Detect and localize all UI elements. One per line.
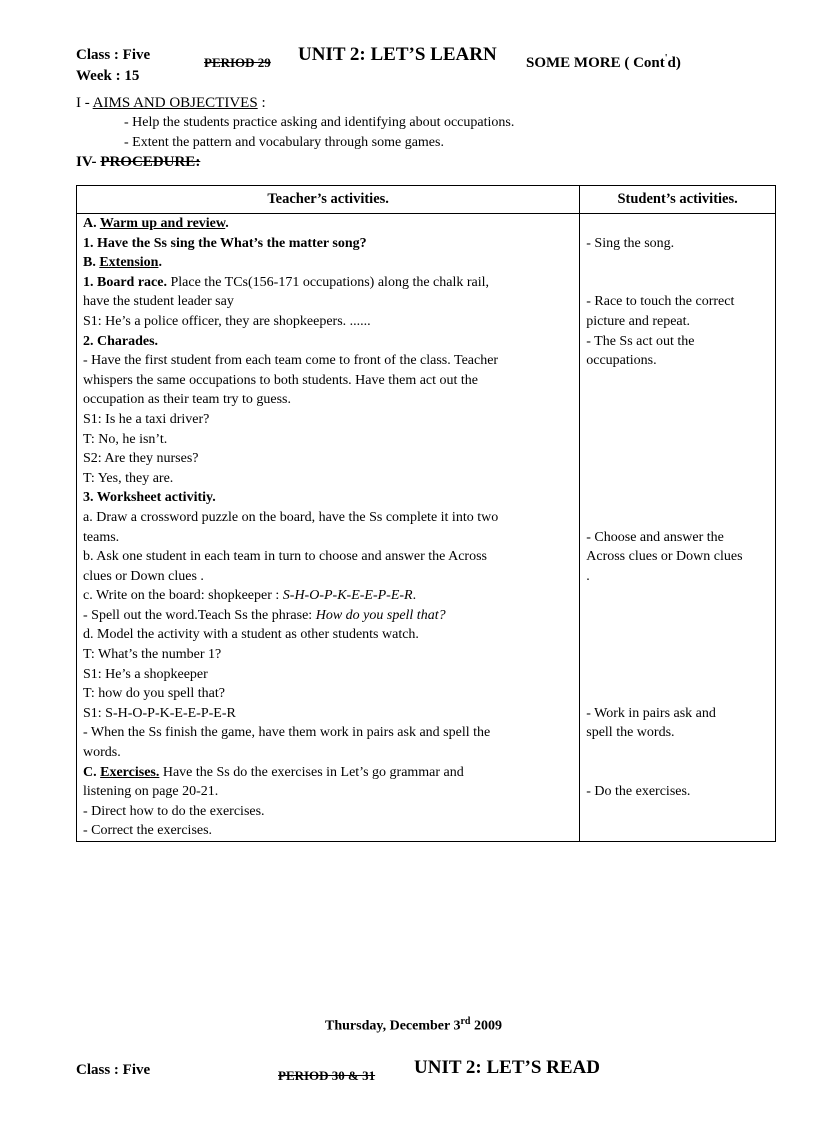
procedure-heading: IV- PROCEDURE: [76,154,201,170]
period-label: PERIOD 29 [204,55,271,70]
worksheet-line-3: b. Ask one student in each team in turn to choose and answer the Across [83,549,487,565]
worksheet-line-10: T: how do you spell that? [83,686,226,702]
worksheet-line-5: c. Write on the board: shopkeeper : S-H-O-P-K-E-E-P-E-R. [83,588,417,604]
teacher-activities-header: Teacher’s activities. [77,186,580,214]
board-race-line-1: 1. Board race. Place the TCs(156-171 occupations) along the chalk rail, [83,274,490,290]
unit-title: UNIT 2: LET’S LEARN [298,44,497,65]
charades-line-3: occupation as their team try to guess. [83,392,291,408]
next-class-label: Class : Five [76,1062,151,1078]
class-label: Class : Five [76,47,151,63]
student-line-pairs-1: - Work in pairs ask and [586,705,716,721]
week-label: Week : 15 [76,68,140,84]
section-c-heading: C. Exercises. Have the Ss do the exercises in Let’s go grammar and [83,764,464,780]
worksheet-line-7: d. Model the activity with a student as other students watch. [83,627,419,643]
section-c-line-4: - Correct the exercises. [83,823,213,839]
aims-heading: I - AIMS AND OBJECTIVES : [76,95,266,111]
activities-table [76,185,776,842]
student-line-act-2: occupations. [586,353,657,369]
worksheet-line-12: - When the Ss finish the game, have them work in pairs ask and spell the [83,725,491,741]
next-unit-title: UNIT 2: LET’S READ [414,1057,600,1078]
next-period-label: PERIOD 30 & 31 [278,1068,376,1083]
student-line-act-1: - The Ss act out the [586,333,695,349]
student-line-choose-1: - Choose and answer the [586,529,724,545]
student-line-sing: - Sing the song. [586,235,675,251]
worksheet-line-11: S1: S-H-O-P-K-E-E-P-E-R [83,705,236,721]
section-a-item-1: 1. Have the Ss sing the What’s the matter song? [83,235,367,251]
unit-subtitle: SOME MORE ( Cont'd) [526,53,681,71]
student-line-race-2: picture and repeat. [586,313,691,329]
worksheet-line-4: clues or Down clues . [83,568,204,584]
charades-heading: 2. Charades. [83,333,159,349]
section-a-heading: A. Warm up and review. [83,216,229,231]
worksheet-heading: 3. Worksheet activitiy. [83,490,216,506]
worksheet-line-6: - Spell out the word.Teach Ss the phrase: How do you spell that? [83,607,446,623]
worksheet-line-9: S1: He’s a shopkeeper [83,666,208,682]
charades-line-1: - Have the first student from each team come to front of the class. Teacher [83,353,499,369]
board-race-line-2: have the student leader say [83,294,234,310]
section-c-line-3: - Direct how to do the exercises. [83,803,265,819]
student-line-choose-3: . [586,568,590,584]
charades-line-2: whispers the same occupations to both students. Have them act out the [83,372,479,388]
worksheet-line-2: teams. [83,529,120,545]
worksheet-line-1: a. Draw a crossword puzzle on the board, have the Ss complete it into two [83,509,499,525]
charades-line-4: S1: Is he a taxi driver? [83,411,210,427]
teacher-activities-cell [77,214,580,842]
charades-line-7: T: Yes, they are. [83,470,174,486]
worksheet-line-8: T: What’s the number 1? [83,647,222,663]
student-line-race-1: - Race to touch the correct [586,294,735,310]
charades-line-5: T: No, he isn’t. [83,431,168,447]
lesson-date: Thursday, December 3rd 2009 [325,1016,502,1034]
aim-item-2: - Extent the pattern and vocabulary through some games. [124,135,444,150]
section-c-line-2: listening on page 20-21. [83,784,219,800]
student-activities-header: Student’s activities. [580,186,776,214]
student-line-exercises: - Do the exercises. [586,784,691,800]
student-line-choose-2: Across clues or Down clues [586,549,743,565]
section-b-heading: B. Extension. [83,255,162,271]
student-line-pairs-2: spell the words. [586,725,675,741]
student-activities-cell [580,214,776,842]
charades-line-6: S2: Are they nurses? [83,451,199,467]
aim-item-1: - Help the students practice asking and identifying about occupations. [124,115,515,130]
worksheet-line-13: words. [83,745,121,761]
board-race-line-3: S1: He’s a police officer, they are shopkeepers. ...... [83,313,371,329]
